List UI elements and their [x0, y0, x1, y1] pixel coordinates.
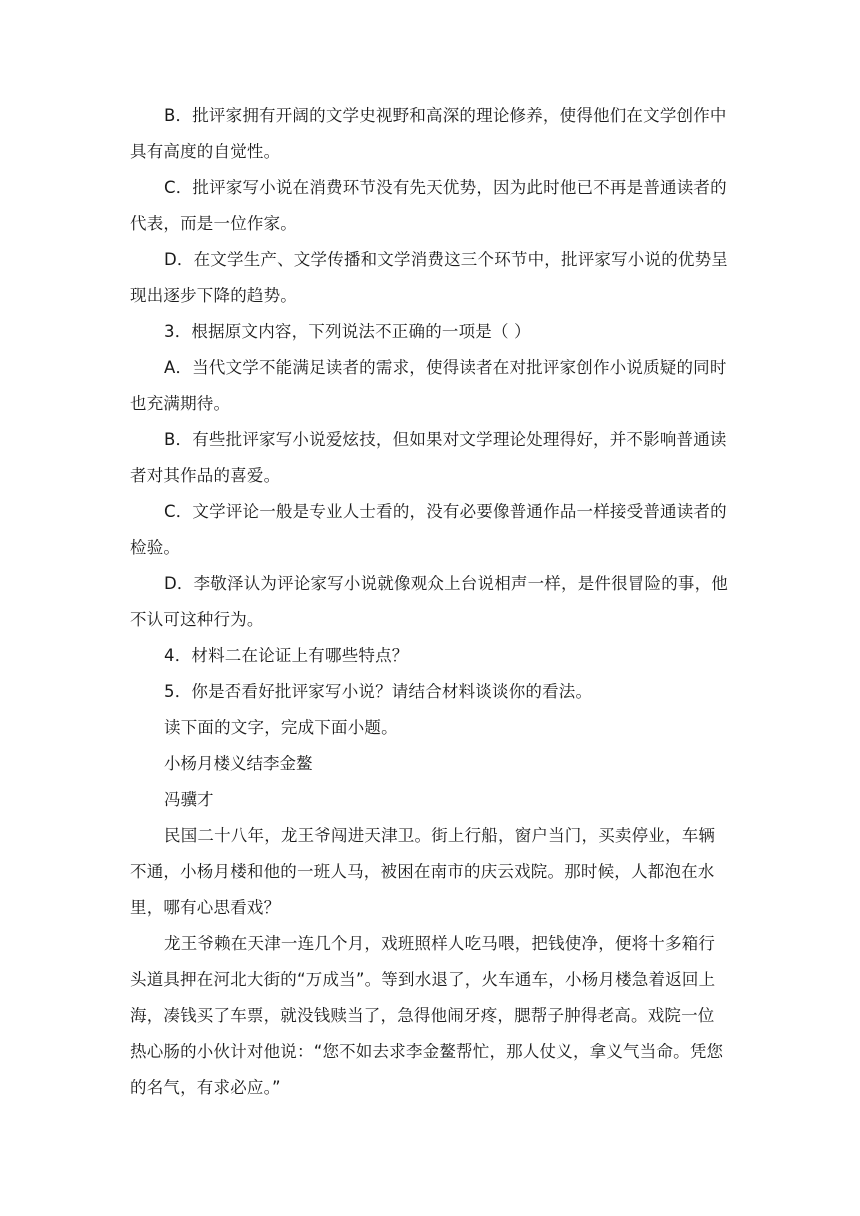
question-4: 4．材料二在论证上有哪些特点？ [164, 646, 409, 665]
q3-option-b: B．有些批评家写小说爱炫技，但如果对文学理论处理得好，并不影响普通读者对其作品的喜爱。 [130, 430, 727, 485]
option-d-paragraph: D．在文学生产、文学传播和文学消费这三个环节中，批评家写小说的优势呈现出逐步下降的趋势。 [130, 250, 729, 305]
question-5: 5．你是否看好批评家写小说？请结合材料谈谈你的看法。 [164, 682, 593, 701]
story-title: 小杨月楼义结李金鳌 [164, 754, 313, 773]
option-c-paragraph: C．批评家写小说在消费环节没有先天优势，因为此时他已不再是普通读者的代表，而是一位作家。 [130, 178, 727, 233]
reading-instruction: 读下面的文字，完成下面小题。 [164, 718, 398, 737]
story-paragraph-2: 龙王爷赖在天津一连几个月，戏班照样人吃马喂，把钱使净，便将十多箱行头道具押在河北大街的“万成当”。等到水退了，火车通车，小杨月楼急着返回上海，凑钱买了车票，就没钱赎当了，急得他闹牙疼，腮帮子肿得老高。戏院一位热心肠的小伙计对他说：“您不如去求李金鳌帮忙，那人仗义，拿义气当命。凭您的名气，有求必应。” [130, 934, 724, 1097]
q3-option-a: A．当代文学不能满足读者的需求，使得读者在对批评家创作小说质疑的同时也充满期待。 [130, 358, 727, 413]
document-body [130, 98, 730, 1106]
q3-option-c: C．文学评论一般是专业人士看的，没有必要像普通作品一样接受普通读者的检验。 [130, 502, 727, 557]
question-3: 3．根据原文内容，下列说法不正确的一项是（ ） [164, 322, 531, 341]
q3-option-d: D．李敬泽认为评论家写小说就像观众上台说相声一样，是件很冒险的事，他不认可这种行为。 [130, 574, 729, 629]
option-b-paragraph: B．批评家拥有开阔的文学史视野和高深的理论修养，使得他们在文学创作中具有高度的自觉性。 [130, 106, 727, 161]
story-paragraph-1: 民国二十八年，龙王爷闯进天津卫。街上行船，窗户当门，买卖停业，车辆不通，小杨月楼和他的一班人马，被困在南市的庆云戏院。那时候，人都泡在水里，哪有心思看戏？ [130, 826, 716, 917]
story-author: 冯骥才 [164, 790, 214, 809]
